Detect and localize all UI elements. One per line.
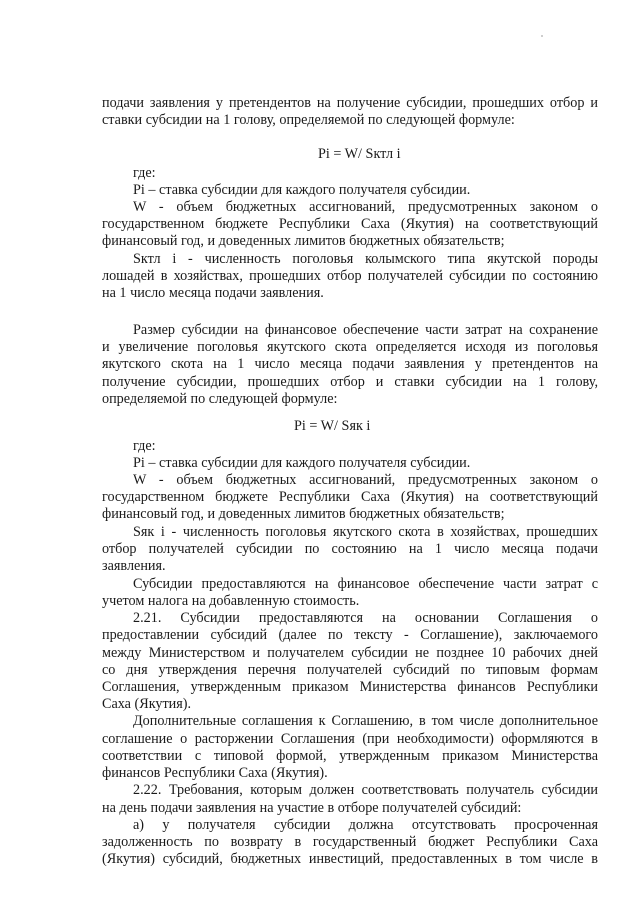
scan-speck	[541, 35, 543, 37]
text-line: Соглашения, утвержденным приказом Министерства финансов Республики	[102, 679, 598, 695]
text-line: задолженность по возврату в государственный бюджет Республики Саха	[102, 834, 598, 850]
text-line: государственном бюджете Республики Саха (Якутия) на соответствующий	[102, 216, 598, 232]
text-line: между Министерством и получателем субсидии не позднее 10 рабочих дней	[102, 645, 598, 661]
text-line: заявления.	[102, 558, 166, 574]
text-line: 2.22. Требования, которым должен соответствовать получатель субсидии	[133, 782, 598, 798]
text-line: ставки субсидии на 1 голову, определяемой по следующей формуле:	[102, 112, 515, 128]
text-line: учетом налога на добавленную стоимость.	[102, 593, 360, 609]
text-line: соглашение о расторжении Соглашения (при необходимости) оформляются в	[102, 731, 598, 747]
text-line: где:	[133, 165, 156, 181]
text-line: определяемой по следующей формуле:	[102, 391, 338, 407]
text-line: где:	[133, 438, 156, 454]
text-line: финансовый год, и доведенных лимитов бюджетных обязательств;	[102, 506, 505, 522]
text-line: отбор получателей субсидии по состоянию на 1 число месяца подачи	[102, 541, 598, 557]
text-line: якутского скота на 1 число месяца подачи заявления у претендентов на	[102, 356, 598, 372]
text-line: предоставлении субсидий (далее по тексту - Соглашение), заключаемого	[102, 627, 598, 643]
text-line: со дня утверждения перечня получателей субсидий по типовым формам	[102, 662, 598, 678]
text-line: (Якутия) субсидий, бюджетных инвестиций, предоставленных в том числе в	[102, 851, 598, 867]
text-line: Дополнительные соглашения к Соглашению, в том числе дополнительное	[133, 713, 598, 729]
text-line: Pi – ставка субсидии для каждого получателя субсидии.	[133, 455, 471, 471]
text-line: Саха (Якутия).	[102, 696, 192, 712]
text-line: на 1 число месяца подачи заявления.	[102, 285, 324, 301]
formula: Pi = W/ Sктл i	[318, 146, 401, 162]
text-line: Размер субсидии на финансовое обеспечение части затрат на сохранение	[133, 322, 598, 338]
text-line: W - объем бюджетных ассигнований, предусмотренных законом о	[133, 472, 598, 488]
text-line: финансовый год, и доведенных лимитов бюджетных обязательств;	[102, 233, 505, 249]
text-line: государственном бюджете Республики Саха (Якутия) на соответствующий	[102, 489, 598, 505]
text-line: и увеличение поголовья якутского скота определяется исходя из поголовья	[102, 339, 598, 355]
text-line: Субсидии предоставляются на финансовое обеспечение части затрат с	[133, 576, 598, 592]
text-line: подачи заявления у претендентов на получение субсидии, прошедших отбор и	[102, 95, 598, 111]
text-line: Sктл i - численность поголовья колымского типа якутской породы	[133, 251, 598, 267]
formula: Pi = W/ Sяк i	[294, 418, 371, 434]
text-line: а) у получателя субсидии должна отсутствовать просроченная	[133, 817, 598, 833]
text-line: лошадей в хозяйствах, прошедших отбор получателей субсидии по состоянию	[102, 268, 598, 284]
text-line: Sяк i - численность поголовья якутского скота в хозяйствах, прошедших	[133, 524, 598, 540]
text-line: W - объем бюджетных ассигнований, предусмотренных законом о	[133, 199, 598, 215]
text-line: соответствии с типовой формой, утвержденным приказом Министерства	[102, 748, 598, 764]
text-line: Pi – ставка субсидии для каждого получателя субсидии.	[133, 182, 471, 198]
text-line: на день подачи заявления на участие в отборе получателей субсидий:	[102, 800, 522, 816]
text-line: получение субсидии, прошедших отбор и ставки субсидии на 1 голову,	[102, 374, 598, 390]
text-line: 2.21. Субсидии предоставляются на основании Соглашения о	[133, 610, 598, 626]
text-line: финансов Республики Саха (Якутия).	[102, 765, 328, 781]
